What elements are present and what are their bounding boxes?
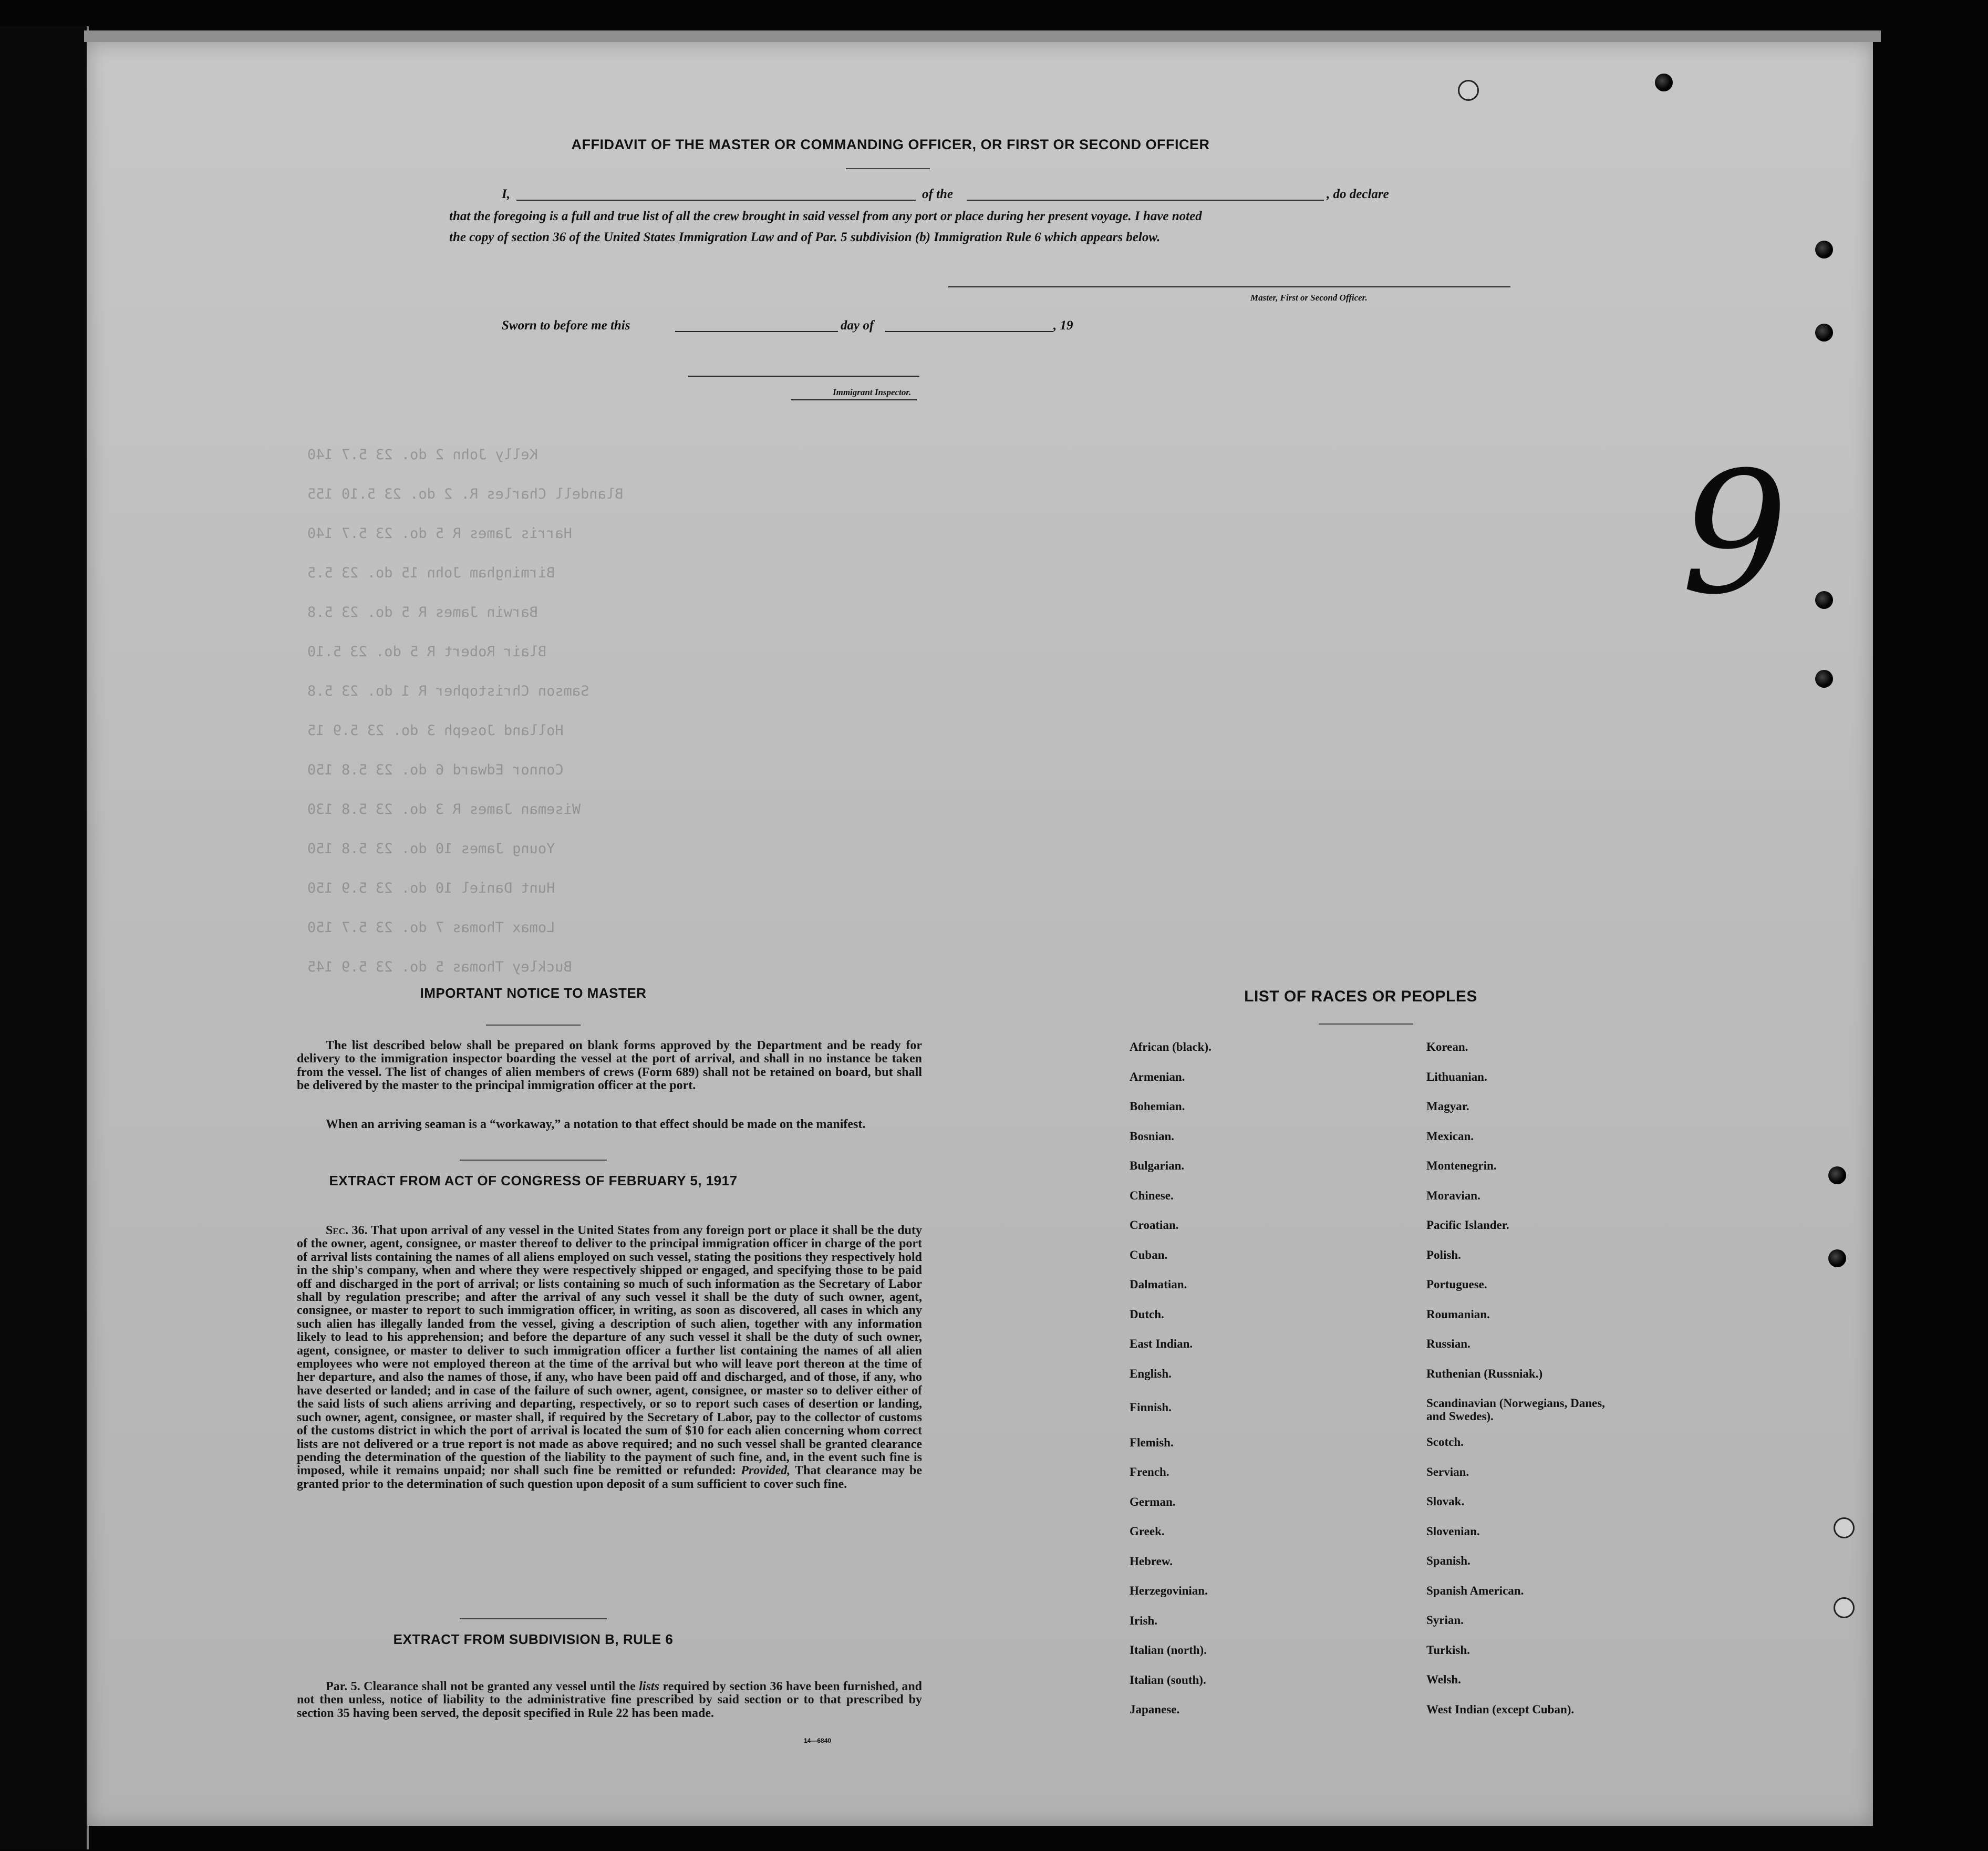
race-item-left: East Indian.	[1130, 1337, 1193, 1350]
form-number: 14—6840	[804, 1737, 832, 1744]
race-item-left: Japanese.	[1130, 1703, 1180, 1716]
handwritten-page-number: 9	[1681, 436, 1788, 632]
affidavit-line-2: that the foregoing is a full and true list of all the crew brought in said vessel from any port or place during her present voyage. I have noted	[449, 209, 1202, 223]
race-item-left: Armenian.	[1130, 1070, 1185, 1083]
punch-hole	[1834, 1517, 1855, 1538]
act-top-divider	[460, 1160, 607, 1161]
punch-hole	[1655, 74, 1673, 91]
sworn-day-of: day of	[841, 318, 874, 333]
rule-text-a: Par. 5. Clearance shall not be granted any vessel until the	[326, 1680, 636, 1693]
inspector-sub-line	[791, 399, 917, 400]
inspector-label: Immigrant Inspector.	[833, 387, 912, 397]
races-divider	[1319, 1023, 1413, 1025]
rule-top-divider	[460, 1618, 607, 1619]
bleed-through-row: Harris James R 5 do. 23 5.7 140	[307, 525, 572, 542]
race-item-right: Pacific Islander.	[1426, 1218, 1509, 1232]
race-item-left: Croatian.	[1130, 1218, 1179, 1232]
race-item-left: Italian (south).	[1130, 1673, 1206, 1687]
sworn-year: , 19	[1053, 318, 1073, 333]
section-label: Sec. 36.	[326, 1224, 368, 1237]
race-item-right: Spanish.	[1426, 1554, 1471, 1567]
punch-hole	[1828, 1166, 1846, 1184]
race-item-left: Bosnian.	[1130, 1129, 1175, 1143]
races-left-column	[1130, 1040, 1424, 1765]
punch-hole	[1815, 670, 1833, 688]
bleed-through-row: Young James 10 do. 23 5.8 150	[307, 841, 555, 857]
rule-paragraph	[297, 1680, 922, 1720]
bleed-through-row: Samson Christopher R 1 do. 23 5.8	[307, 683, 589, 699]
bleed-through-row: Kelly John 2 do. 23 5.7 140	[307, 447, 538, 463]
vessel-blank	[967, 200, 1324, 201]
punch-hole	[1834, 1597, 1855, 1618]
signature-line	[948, 286, 1510, 287]
title-divider	[846, 168, 930, 169]
race-item-left: Irish.	[1130, 1614, 1158, 1627]
race-item-left: Finnish.	[1130, 1401, 1172, 1414]
bleed-through-row: Hunt Daniel 10 do. 23 5.9 150	[307, 880, 555, 896]
proviso-word: Provided,	[741, 1464, 791, 1478]
sworn-line	[502, 315, 1290, 339]
race-item-right: Slovenian.	[1426, 1524, 1480, 1538]
race-item-left: Bohemian.	[1130, 1100, 1185, 1113]
race-item-left: Italian (north).	[1130, 1643, 1207, 1657]
bleed-through-row: Birmingham John 15 do. 23 5.5	[307, 565, 555, 581]
race-item-left: Cuban.	[1130, 1248, 1168, 1261]
race-item-right: Russian.	[1426, 1337, 1471, 1350]
race-item-left: French.	[1130, 1465, 1169, 1478]
race-item-right: Turkish.	[1426, 1643, 1470, 1657]
race-item-left: Bulgarian.	[1130, 1159, 1185, 1172]
race-item-left: Dalmatian.	[1130, 1278, 1187, 1291]
signature-label: Master, First or Second Officer.	[1250, 293, 1368, 303]
bleed-through-row: Buckley Thomas 5 do. 23 5.9 145	[307, 959, 572, 975]
affidavit-line-1	[502, 184, 1552, 208]
bleed-through-row: Wiseman James R 3 do. 23 5.8 130	[307, 801, 581, 818]
bleed-through-row: Barwin James R 5 do. 23 5.8	[307, 604, 538, 621]
race-item-right: Scotch.	[1426, 1435, 1464, 1449]
race-item-right: Spanish American.	[1426, 1584, 1524, 1597]
race-item-right: West Indian (except Cuban).	[1426, 1702, 1575, 1716]
punch-hole	[1815, 241, 1833, 258]
document-page	[87, 42, 1873, 1826]
race-item-right: Roumanian.	[1426, 1307, 1490, 1321]
race-item-right: Welsh.	[1426, 1673, 1461, 1686]
races-right-column	[1426, 1040, 1721, 1765]
rule-lists-word: lists	[639, 1680, 659, 1693]
affidavit-line-3: the copy of section 36 of the United States Immigration Law and of Par. 5 subdivision (b) Immigration Rule 6 which appears below.	[449, 230, 1161, 244]
race-item-right: Syrian.	[1426, 1614, 1464, 1627]
top-edge	[84, 30, 1881, 42]
race-item-right: Ruthenian (Russniak.)	[1426, 1367, 1543, 1380]
bleed-through-row: Blair Robert R 5 do. 23 5.10	[307, 644, 547, 660]
race-item-right: Portuguese.	[1426, 1278, 1487, 1291]
punch-hole	[1458, 80, 1479, 101]
notice-title: IMPORTANT NOTICE TO MASTER	[420, 985, 647, 1001]
races-title: LIST OF RACES OR PEOPLES	[1244, 988, 1477, 1005]
race-item-left: Greek.	[1130, 1525, 1165, 1538]
race-item-right: Magyar.	[1426, 1100, 1469, 1113]
act-title: EXTRACT FROM ACT OF CONGRESS OF FEBRUARY 5, 1917	[329, 1173, 738, 1188]
bleed-through-row: Holland Joseph 3 do. 23 5.9 15	[307, 722, 564, 739]
race-item-right: Slovak.	[1426, 1495, 1465, 1508]
inspector-signature-line	[688, 376, 919, 377]
race-item-left: German.	[1130, 1495, 1176, 1508]
race-item-right: Mexican.	[1426, 1129, 1474, 1143]
affidavit-i: I,	[502, 187, 510, 201]
race-item-left: Dutch.	[1130, 1307, 1164, 1321]
sworn-text: Sworn to before me this	[502, 318, 630, 333]
race-item-right: Moravian.	[1426, 1188, 1480, 1202]
affidavit-do-declare: , do declare	[1327, 187, 1389, 201]
punch-hole	[1815, 591, 1833, 609]
punch-hole	[1828, 1249, 1846, 1267]
bleed-through-row: Blandell Charles R. 2 do. 23 5.10 155	[307, 486, 624, 502]
notice-paragraph-1: The list described below shall be prepared on blank forms approved by the Department and be ready for delivery to the immigration inspector boarding the vessel at the port of arrival, and shall in no instance be taken from the vessel. The list of changes of alien members of crews (Form 689) shall not be retained on board, but shall be delivered by the master to the principal immigration officer at the port.	[297, 1039, 922, 1093]
act-section-36	[297, 1224, 922, 1491]
race-item-right: Servian.	[1426, 1465, 1469, 1478]
notice-divider	[486, 1025, 581, 1026]
affidavit-title: AFFIDAVIT OF THE MASTER OR COMMANDING OFFICER, OR FIRST OR SECOND OFFICER	[571, 137, 1210, 152]
affidavit-of-the: of the	[922, 187, 954, 201]
rule-title: EXTRACT FROM SUBDIVISION B, RULE 6	[393, 1631, 674, 1647]
race-item-left: Herzegovinian.	[1130, 1584, 1208, 1597]
punch-hole	[1815, 324, 1833, 342]
section-text: That upon arrival of any vessel in the United States from any foreign port or place it shall be the duty of the owner, agent, consignee, or master thereof to deliver to the principal immigration officer in charge of the port of arrival lists containing the names of all aliens employed on such vessel, stating the positions they respectively hold in the ship's company, when and where they were respectively shipped or engaged, and specifying those to be paid off and discharged in the port of arrival; or lists containing so much of such information as the Secretary of Labor shall by regulation prescribe; and after the arrival of any such vessel it shall be the duty of such owner, agent, consignee, or master to report to such immigration officer, in writing, as soon as discovered, all cases in which any such alien has illegally landed from the vessel, giving a description of such alien, together with any information likely to lead to his apprehension; and before the departure of any such vessel it shall be the duty of such owner, agent, consignee, or master to deliver to such immigration officer a further list containing the names of all alien employees who were not employed thereon at the time of the arrival but who will leave port thereon at the time of her departure, and also the names of those, if any, who have been paid off and discharged, and of those, if any, who have deserted or landed; and in case of the failure of such owner, agent, consignee, or master so to deliver either of the said lists of such aliens arriving and departing, respectively, or so to report such cases of desertion or landing, such owner, agent, consignee, or master shall, if required by the Secretary of Labor, pay to the collector of customs of the customs district in which the port of arrival is located the sum of $10 for each alien concerning whom correct lists are not delivered or a true report is not made as above required; and no such vessel shall be granted clearance pending the determination of the question of the liability to the payment of such fine, and, in the event such fine is imposed, while it remains unpaid; nor shall such fine be remitted or refunded:	[297, 1224, 922, 1478]
proviso-text: That clearance may be granted prior to the determination of such question upon deposit of a sum sufficient to cover such fine.	[297, 1464, 922, 1491]
binding-edge	[0, 26, 89, 1849]
race-item-right: Polish.	[1426, 1248, 1461, 1261]
notice-paragraph-2: When an arriving seaman is a “workaway,” a notation to that effect should be made on the manifest.	[326, 1118, 866, 1131]
race-item-left: Hebrew.	[1130, 1554, 1173, 1568]
race-item-right: Montenegrin.	[1426, 1159, 1497, 1172]
name-blank	[516, 200, 916, 201]
rule-text-b: required by section 36 have been furnished, and not then unless, notice of liability to the administrative fine prescribed by said section or to that prescribed by section 35 having been served, the deposit specified in Rule 22 has been made.	[297, 1680, 923, 1720]
race-item-left: Flemish.	[1130, 1435, 1174, 1449]
race-item-left: Chinese.	[1130, 1188, 1174, 1202]
race-item-right: Korean.	[1426, 1040, 1468, 1053]
race-item-left: African (black).	[1130, 1040, 1212, 1053]
bleed-through-row: Lomax Thomas 7 do. 23 5.7 150	[307, 919, 555, 936]
sworn-day-blank	[675, 331, 838, 332]
sworn-month-blank	[885, 331, 1053, 332]
race-item-right: Lithuanian.	[1426, 1070, 1487, 1083]
bleed-through-row: Connor Edward 6 do. 23 5.8 150	[307, 762, 564, 778]
race-item-right: Scandinavian (Norwegians, Danes, and Swedes).	[1426, 1397, 1605, 1423]
race-item-left: English.	[1130, 1367, 1172, 1380]
